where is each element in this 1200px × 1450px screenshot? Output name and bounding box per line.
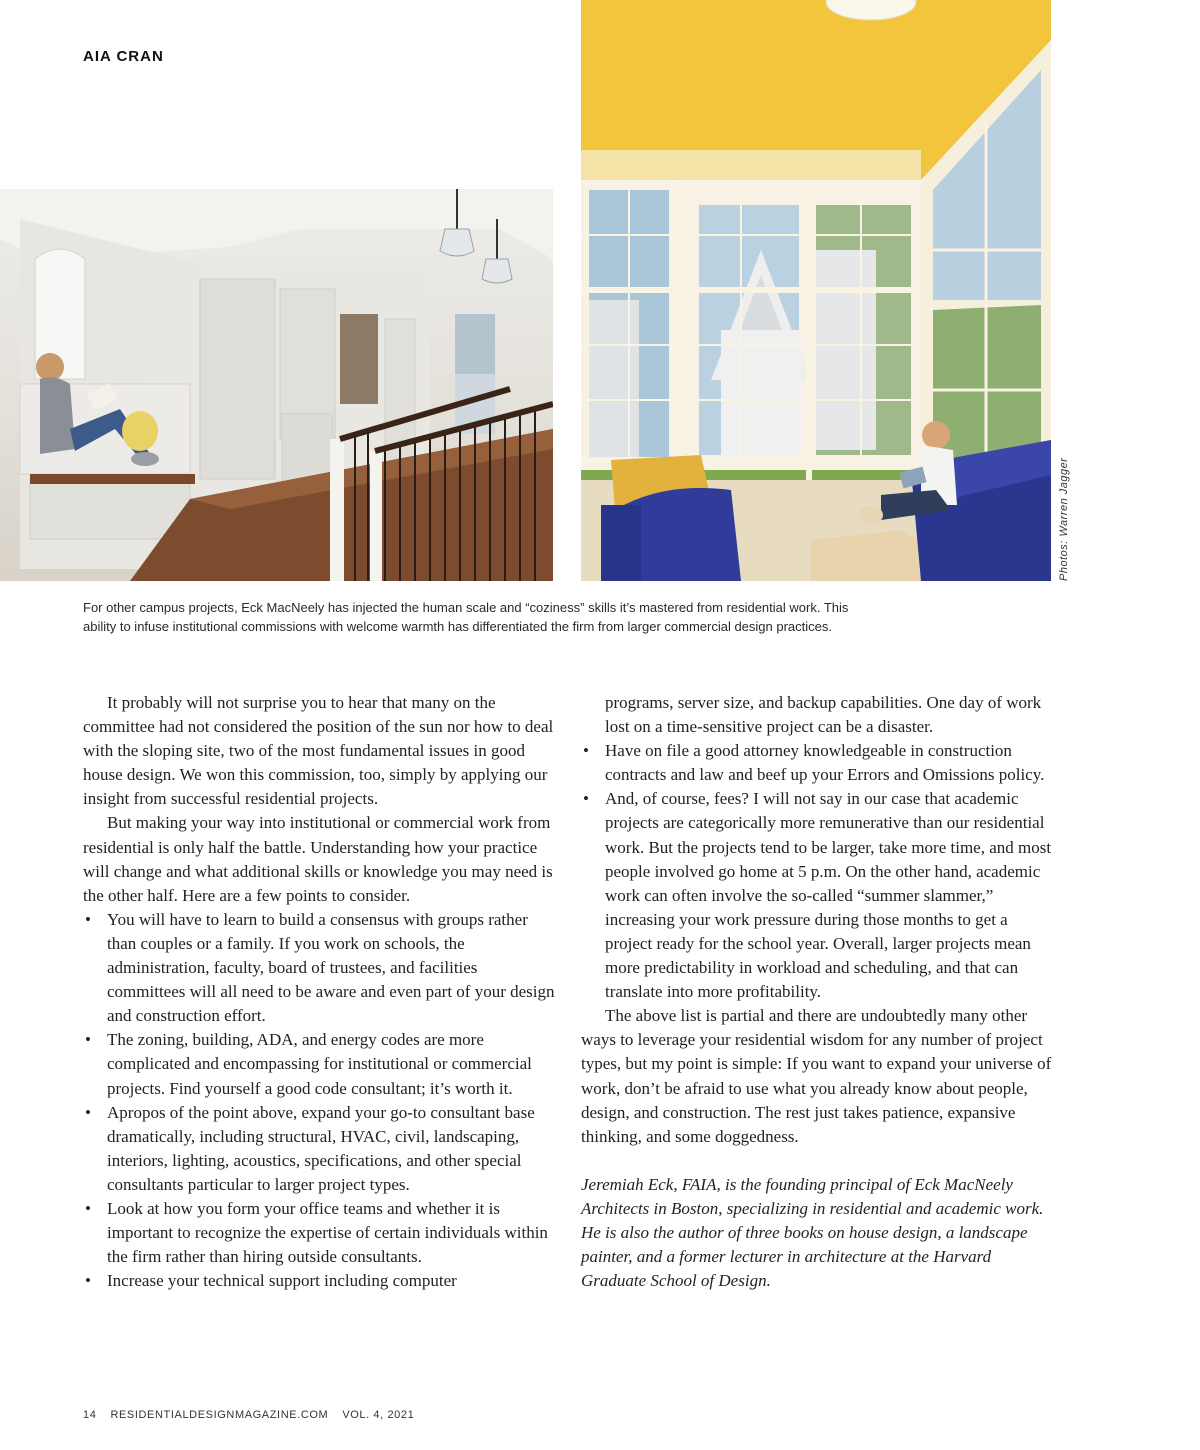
- article-column-right: [581, 691, 1056, 1293]
- photo-caption: For other campus projects, Eck MacNeely has injected the human scale and “coziness” skills it’s mastered from residential work. This ability to infuse institutional commissions with welcome warmth has differentiated the firm from larger commercial design practices.: [83, 600, 849, 634]
- author-bio: Jeremiah Eck, FAIA, is the founding principal of Eck MacNeely Architects in Boston, specializing in residential and academic work. He is also the author of three books on house design, a landscape painter, and a former lecturer in architecture at the Harvard Graduate School of Design.: [581, 1174, 1044, 1291]
- list-item: • Increase your technical support including computer: [83, 1269, 558, 1293]
- list-item: • The zoning, building, ADA, and energy codes are more complicated and encompassing for institutional or commercial projects. Find yourself a good code consultant; it’s worth it.: [83, 1028, 558, 1100]
- bullet-list: [83, 908, 558, 1294]
- page-number: 14: [83, 1409, 97, 1421]
- sunroom-photo-illustration: [581, 0, 1051, 581]
- paragraph: The above list is partial and there are undoubtedly many other ways to leverage your residential wisdom for any number of project types, but my point is simple: If you want to expand your universe of work, don’t be afraid to use what you already know about people, design, and construction. The rest just takes patience, expansive thinking, and some doggedness.: [581, 1006, 1052, 1146]
- list-item: • You will have to learn to build a consensus with groups rather than couples or a family. If you work on schools, the administration, faculty, board of trustees, and facilities committees will all need to be aware and even part of your design and construction effort.: [83, 908, 558, 1028]
- bullet-list: [581, 739, 1056, 1004]
- sunroom-lounge-photo: [581, 0, 1051, 581]
- list-item: • Apropos of the point above, expand your go-to consultant base dramatically, including structural, HVAC, civil, landscaping, interiors, lighting, acoustics, specifications, and other special consultants particular to larger project types.: [83, 1101, 558, 1197]
- page-footer: [83, 1409, 428, 1421]
- paragraph: But making your way into institutional or commercial work from residential is only half the battle. Understanding how your practice will change and what additional skills or knowledge you may need is the other half. Here are a few points to consider.: [83, 813, 553, 905]
- attic-reading-nook-photo: [0, 189, 553, 581]
- attic-photo-illustration: [0, 189, 553, 581]
- list-item: • Have on file a good attorney knowledgeable in construction contracts and law and beef up your Errors and Omissions policy.: [581, 739, 1056, 787]
- article-column-left: [83, 691, 558, 1293]
- footer-site: RESIDENTIALDESIGNMAGAZINE.COM: [110, 1409, 329, 1421]
- footer-issue: VOL. 4, 2021: [342, 1409, 415, 1421]
- list-item: • Look at how you form your office teams and whether it is important to recognize the expertise of certain individuals within the firm rather than hiring outside consultants.: [83, 1197, 558, 1269]
- paragraph: It probably will not surprise you to hear that many on the committee had not considered the position of the sun nor how to deal with the sloping site, two of the most fundamental issues in good house design. We won this commission, too, simply by applying our insight from successful residential projects.: [83, 693, 554, 809]
- photo-credit: Photos: Warren Jagger: [1058, 457, 1070, 581]
- section-header: AIA CRAN: [83, 48, 164, 65]
- list-item: • And, of course, fees? I will not say in our case that academic projects are categorically more remunerative than our residential work. But the projects tend to be larger, take more time, and most people involved go home at 5 p.m. On the other hand, academic work can often involve the so-called “summer slammer,” increasing your work pressure during those months to get a project ready for the school year. Overall, larger projects mean more predictability in workload and scheduling, and that can translate into more profitability.: [581, 787, 1056, 1004]
- bullet-continuation: programs, server size, and backup capabilities. One day of work lost on a time-sensitive project can be a disaster.: [605, 693, 1042, 737]
